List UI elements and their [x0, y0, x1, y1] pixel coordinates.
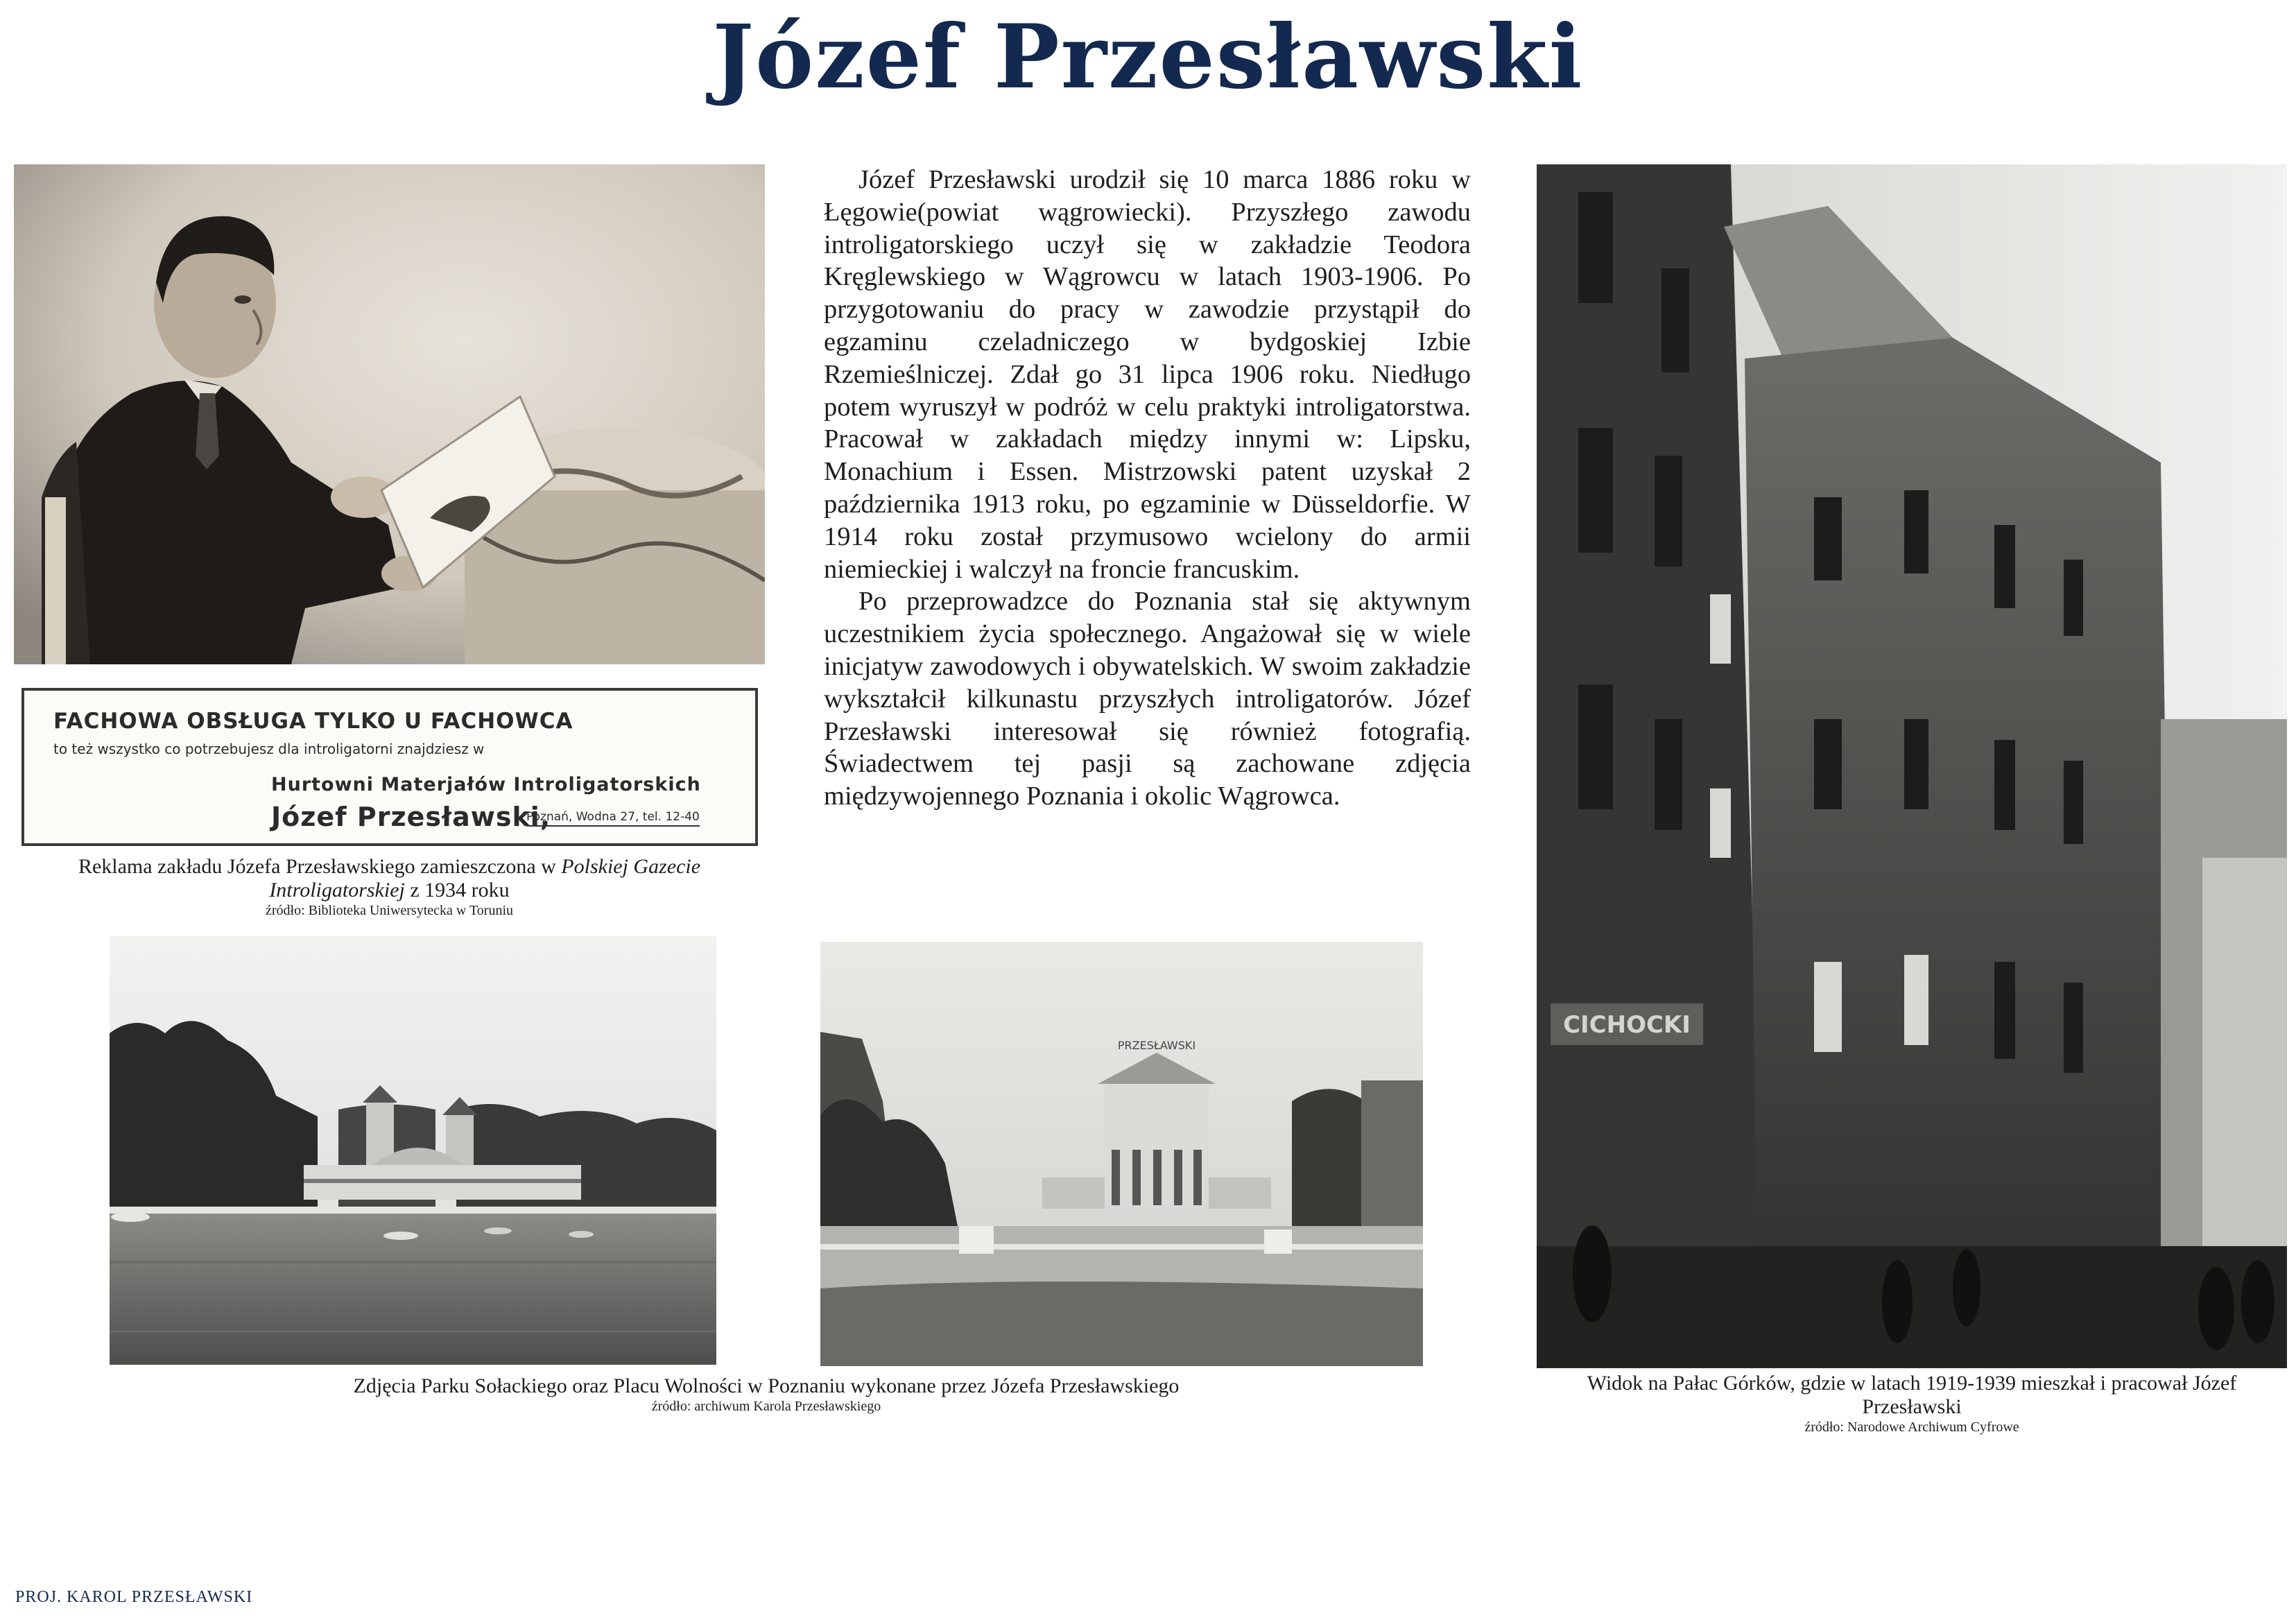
ad-owner-name: Józef Przesławski,: [271, 802, 551, 832]
ad-subline: to też wszystko co potrzebujesz dla introligatorni znajdziesz w: [53, 741, 485, 757]
ad-caption-italic: Polskiej Gazecie Introligatorskiej: [269, 855, 701, 901]
palace-caption-text: Widok na Pałac Górków, gdzie w latach 1919-1939 mieszkał i pracował Józef Przesławski: [1587, 1372, 2237, 1418]
footer-credit: PROJ. KAROL PRZESŁAWSKI: [15, 1588, 253, 1606]
ad-caption: [14, 855, 765, 919]
portrait-photo: [14, 164, 765, 664]
freedom-square-photo: [820, 942, 1423, 1366]
biography-text: [824, 164, 1471, 813]
parks-caption-text: Zdjęcia Parku Sołackiego oraz Placu Wolności w Poznaniu wykonane przez Józefa Przesławskiego: [353, 1374, 1180, 1397]
ad-caption-tail: z 1934 roku: [404, 879, 510, 901]
square-building-sign: PRZESŁAWSKI: [1117, 1039, 1196, 1052]
ad-company: Hurtowni Materjałów Introligatorskich: [271, 774, 701, 795]
gorka-palace-photo: [1537, 164, 2287, 1368]
ad-caption-text: Reklama zakładu Józefa Przesławskiego zamieszczona w: [78, 855, 562, 878]
biography-paragraph: Po przeprowadzce do Poznania stał się aktywnym uczestnikiem życia społecznego. Angażował się w wiele inicjatyw zawodowych i obywatelskich. W swoim zakładzie wykształcił kilkunastu przyszłych introligatorów. Józef Przesławski interesował się również fotografią. Świadectwem tej pasji są zachowane zdjęcia międzywojennego Poznania i okolic Wągrowca.: [824, 587, 1471, 811]
page-title: Józef Przesławski: [712, 6, 1584, 108]
palace-caption-source: źródło: Narodowe Archiwum Cyfrowe: [1804, 1420, 2019, 1435]
parks-caption: [110, 1374, 1423, 1415]
biography-paragraph: Józef Przesławski urodził się 10 marca 1886 roku w Łęgowie(powiat wągrowiecki). Przyszłego zawodu introligatorskiego uczył się w zakładzie Teodora Kręglewskiego w Wągrowcu w latach 1903-1906. Po przygotowaniu do pracy w zawodzie przystąpił do egzaminu czeladniczego w bydgoskiej Izbie Rzemieślniczej. Zdał go 31 lipca 1906 roku. Niedługo potem wyruszył w podróż w celu praktyki introligatorstwa. Pracował w zakładach między innymi w: Lipsku, Monachium i Essen. Mistrzowski patent uzyskał 2 października 1913 roku, po egzaminie w Düsseldorfie. W 1914 roku został przymusowo wcielony do armii niemieckiej i walczył na froncie francuskim.: [824, 165, 1471, 584]
ad-address: Poznań, Wodna 27, tel. 12-40: [526, 810, 700, 827]
ad-headline: FACHOWA OBSŁUGA TYLKO U FACHOWCA: [53, 709, 573, 734]
advertisement: [21, 688, 758, 846]
ad-caption-source: źródło: Biblioteka Uniwersytecka w Toruniu: [265, 903, 514, 918]
parks-caption-source: źródło: archiwum Karola Przesławskiego: [651, 1399, 881, 1414]
shop-sign: CICHOCKI: [1563, 1011, 1691, 1039]
palace-caption: [1537, 1372, 2287, 1435]
solacki-park-photo: [110, 936, 716, 1365]
